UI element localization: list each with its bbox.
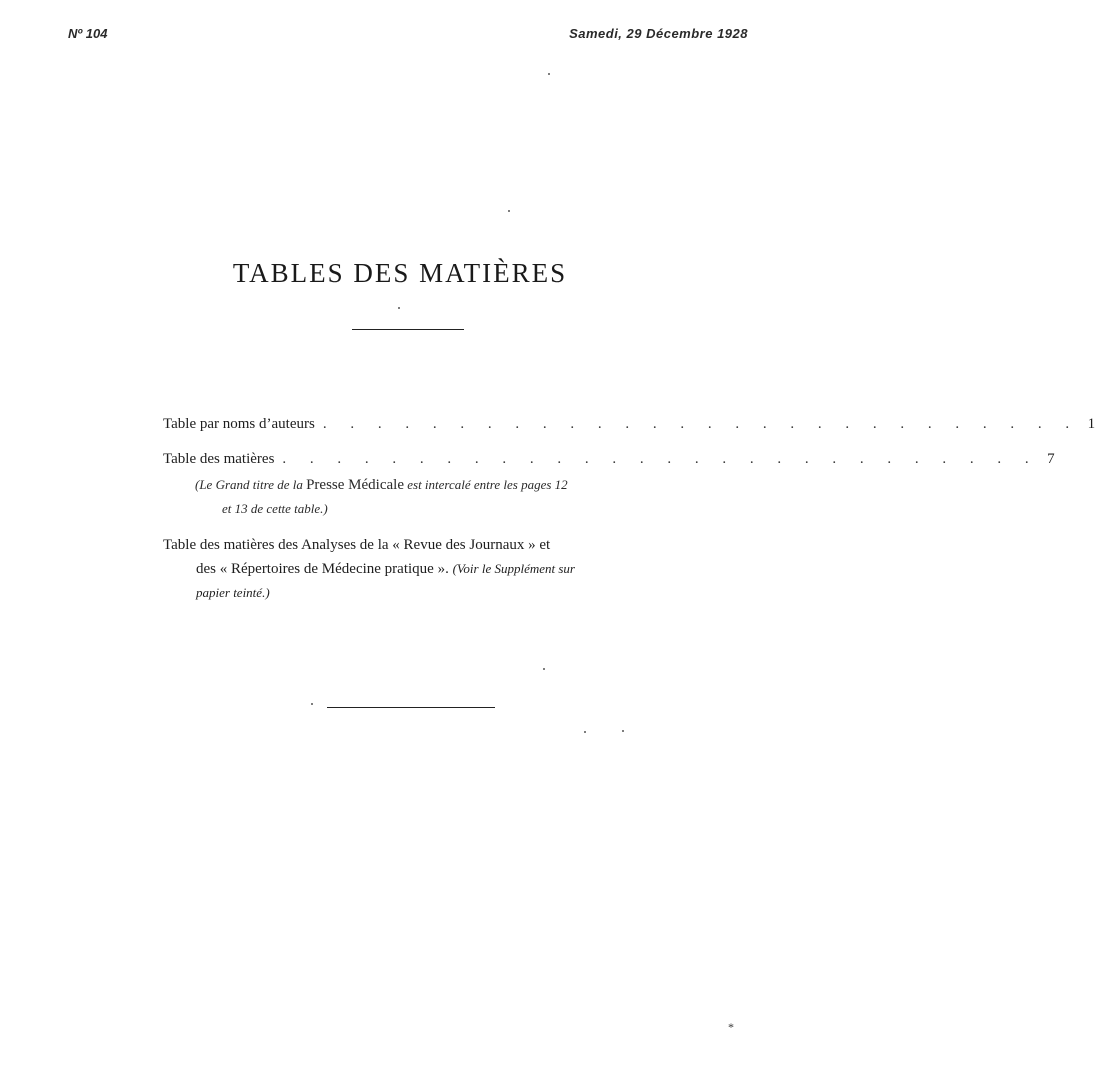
toc-entry-subjects[interactable] bbox=[163, 447, 1055, 471]
print-speck bbox=[508, 210, 510, 212]
toc-page-number: 7 bbox=[1047, 451, 1055, 467]
footer-asterisk: * bbox=[728, 1020, 734, 1034]
toc-entry-authors[interactable] bbox=[163, 412, 1095, 436]
print-speck bbox=[622, 730, 624, 732]
toc-entry-label: Table des matières bbox=[163, 451, 275, 467]
journal-name: Presse Médicale bbox=[306, 477, 404, 493]
toc-entry-label: Table par noms d’auteurs bbox=[163, 416, 315, 432]
note-line-2: et 13 de cette table.) bbox=[222, 501, 328, 516]
print-speck bbox=[398, 307, 400, 309]
toc-entry-analyses[interactable] bbox=[163, 533, 638, 605]
print-speck bbox=[584, 731, 586, 733]
closing-rule bbox=[327, 707, 495, 708]
entry-line-2: des « Répertoires de Médecine pratique ». (Voir le Supplément sur bbox=[196, 561, 575, 577]
note-line-1: (Le Grand titre de la Presse Médicale est intercalé entre les pages 12 bbox=[195, 477, 568, 493]
issue-number: Nº 104 bbox=[68, 26, 108, 41]
entry-line-3: papier teinté.) bbox=[196, 585, 270, 600]
toc-note bbox=[195, 473, 655, 521]
print-speck bbox=[311, 703, 313, 705]
dot-leader: . . . . . . . . . . . . . . . . . . . . . . . . . . . . bbox=[322, 416, 1080, 432]
title-rule bbox=[352, 329, 464, 330]
issue-date: Samedi, 29 Décembre 1928 bbox=[569, 26, 748, 41]
toc-page-number: 1 bbox=[1087, 416, 1095, 432]
dot-leader: . . . . . . . . . . . . . . . . . . . . . . . . . . . . bbox=[282, 451, 1039, 467]
page-title: TABLES DES MATIÈRES bbox=[232, 258, 568, 288]
print-speck bbox=[548, 73, 550, 75]
print-speck bbox=[543, 668, 545, 670]
entry-line-1: Table des matières des Analyses de la « Revue des Journaux » et bbox=[163, 537, 551, 553]
